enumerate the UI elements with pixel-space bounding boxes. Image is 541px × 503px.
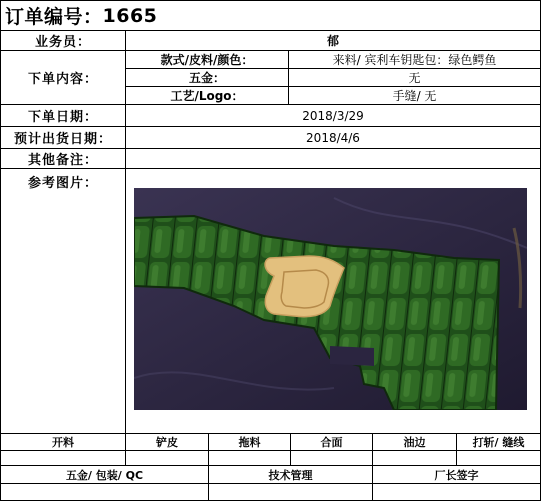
style-value: 来料/ 宾利车钥匙包：绿色鳄鱼	[288, 50, 541, 69]
hardware-label: 五金：	[125, 68, 289, 87]
signoff-qc: 五金/ 包装/ QC	[0, 465, 209, 484]
order-title-label: 订单编号：	[5, 6, 103, 28]
step-dragging: 拖料	[208, 433, 291, 451]
step-edge-painting: 油边	[372, 433, 457, 451]
style-label: 款式/皮料/颜色：	[125, 50, 289, 69]
craft-label: 工艺/Logo：	[125, 86, 289, 105]
signoff-director-sign	[372, 483, 541, 501]
step-edge-sign	[372, 450, 457, 466]
order-number: 1665	[102, 4, 158, 27]
step-dragging-sign	[208, 450, 291, 466]
order-title	[0, 0, 541, 30]
step-punching-stitching: 打斩/ 缝线	[456, 433, 541, 451]
remarks-label: 其他备注：	[0, 148, 126, 169]
order-date-label: 下单日期：	[0, 104, 126, 127]
step-cutting: 开料	[0, 433, 126, 451]
craft-value: 手缝/ 无	[288, 86, 541, 105]
step-cutting-sign	[0, 450, 126, 466]
reference-photo	[134, 188, 527, 410]
signoff-director: 厂长签字	[372, 465, 541, 484]
signoff-qc-sign	[0, 483, 209, 501]
ship-date-label: 预计出货日期：	[0, 126, 126, 149]
signoff-tech: 技术管理	[208, 465, 373, 484]
reference-label: 参考图片：	[0, 168, 126, 434]
step-stitching-sign	[456, 450, 541, 466]
signoff-tech-sign	[208, 483, 373, 501]
step-skiving: 铲皮	[125, 433, 209, 451]
order-date-value: 2018/3/29	[125, 104, 541, 127]
step-joining-sign	[290, 450, 373, 466]
salesperson-label: 业务员：	[0, 30, 126, 51]
remarks-value	[125, 148, 541, 169]
hardware-value: 无	[288, 68, 541, 87]
ship-date-value: 2018/4/6	[125, 126, 541, 149]
salesperson-value: 郁	[125, 30, 541, 51]
step-joining: 合面	[290, 433, 373, 451]
step-skiving-sign	[125, 450, 209, 466]
order-content-label: 下单内容：	[0, 50, 126, 105]
